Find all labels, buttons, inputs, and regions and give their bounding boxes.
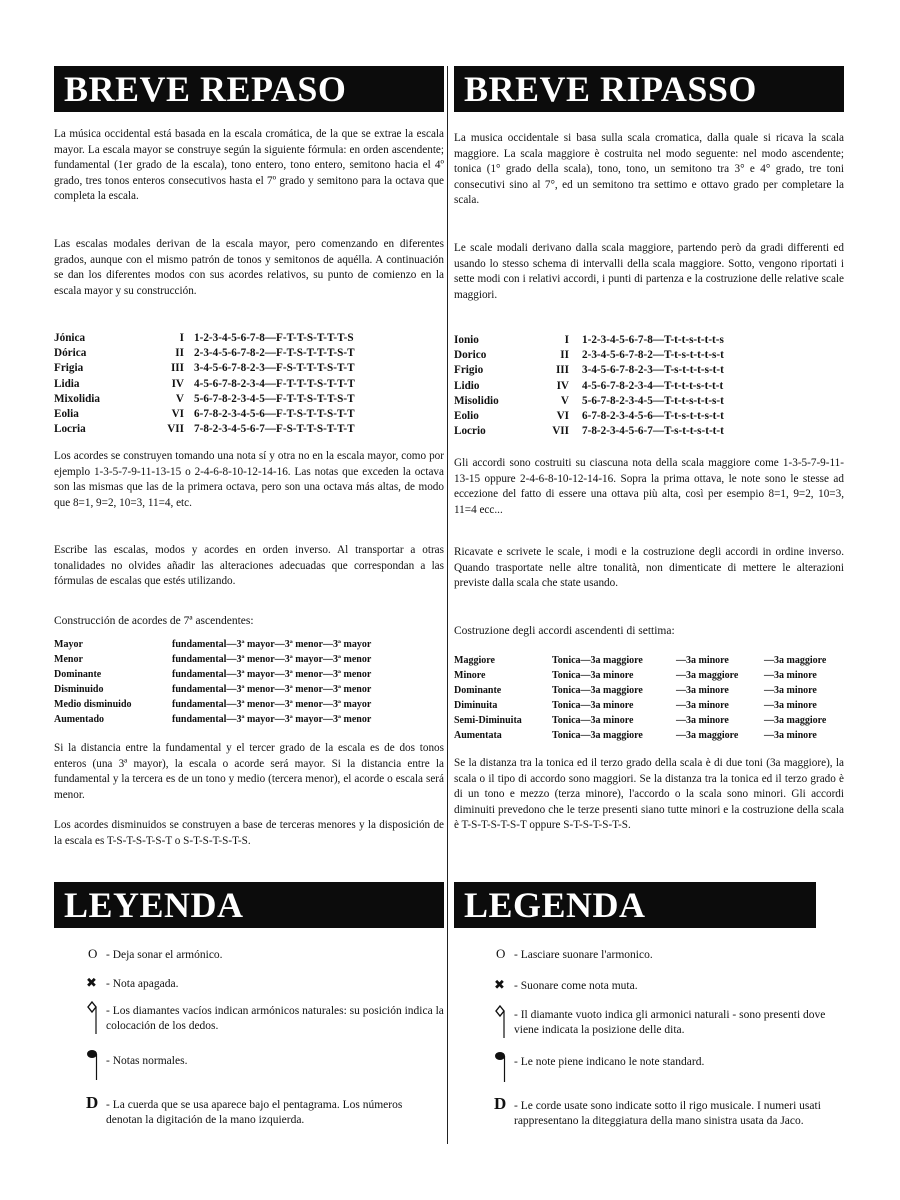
hollow-diamond-note-icon xyxy=(492,1004,508,1040)
string-letter-icon: D xyxy=(86,1093,99,1112)
paragraph-modal-scales: Las escalas modales derivan de la escala mayor, pero comenzando en diferentes grados, aunque con el mismo patrón de tonos y semitonos de aquélla. A continuación se dan los diferentes modos con sus acordes relativos, su punto de comienzo en la escala mayor y su construcción. xyxy=(54,238,444,297)
legend-item: - Le note piene indicano le note standard. xyxy=(514,1056,705,1068)
mode-row: Dorico II 2-3-4-5-6-7-8-2—T-t-s-t-t-t-s-t xyxy=(454,349,724,362)
filled-note-icon xyxy=(492,1048,508,1084)
chord-row: Mayor fundamental—3ª mayor—3ª menor—3ª mayor xyxy=(54,639,372,650)
chords-subtitle: Construcción de acordes de 7ª ascendentes: xyxy=(54,615,254,627)
mode-row: Eolia VI 6-7-8-2-3-4-5-6—F-T-S-T-T-S-T-T xyxy=(54,407,355,420)
paragraph-chords: Gli accordi sono costruiti su ciascuna nota della scala maggiore come 1-3-5-7-9-11-13-15 oppure 2-4-6-8-10-12-14-16. Sopra la prima ottava, le note sono le stesse ad eccezione del fatto di essere una ottava più alta, così per esempio 8=1, 9=2, 10=3, 11=4 ecc... xyxy=(454,457,844,516)
chord-row: Maggiore Tonica—3a maggiore —3a minore —3a maggiore xyxy=(454,655,827,666)
chord-row: Semi-Diminuita Tonica—3a minore —3a minore —3a maggiore xyxy=(454,715,827,726)
chords-table xyxy=(54,637,444,727)
mode-row: Jónica I 1-2-3-4-5-6-7-8—F-T-T-S-T-T-T-S xyxy=(54,332,354,344)
modes-table xyxy=(454,333,844,439)
legend-item: - Lasciare suonare l'armonico. xyxy=(514,949,653,961)
mode-row: Frigia III 3-4-5-6-7-8-2-3—F-S-T-T-T-S-T-T xyxy=(54,362,355,375)
chord-row: Medio disminuido fundamental—3ª menor—3ª menor—3ª mayor xyxy=(54,699,372,710)
paragraph-modal-scales: Le scale modali derivano dalla scala maggiore, partendo però da gradi differenti ed usando lo stesso schema di intervalli della scala maggiore. Sotto, vengono riportati i sette modi con i relativi accordi, i punti di partenza e la costruzione delle relative scale maggiori. xyxy=(454,242,844,301)
legend-item: - Deja sonar el armónico. xyxy=(106,949,223,961)
mode-row: Misolidio V 5-6-7-8-2-3-4-5—T-t-t-s-t-t-s-t xyxy=(454,394,724,407)
chord-row: Diminuita Tonica—3a minore —3a minore —3a minore xyxy=(454,700,817,711)
paragraph-chords: Los acordes se construyen tomando una nota sí y otra no en la escala mayor, como por ejemplo 1-3-5-7-9-11-13-15 o 2-4-6-8-10-12-14-16. Las notas que exceden la octava son las mismas que las de la primera octava, pero son una octava más altas, de modo que 8=1, 9=2, 10=3, 11=4, etc. xyxy=(54,450,444,509)
column-divider xyxy=(447,66,448,1144)
mode-row: Lidio IV 4-5-6-7-8-2-3-4—T-t-t-t-s-t-t-t xyxy=(454,379,724,392)
paragraph-transpose: Escribe las escalas, modos y acordes en orden inverso. Al transportar a otras tonalidades no olvides añadir las alteraciones adecuadas que correspondan a las fórmulas de escalas que estés utilizando. xyxy=(54,544,444,587)
paragraph-major-minor-diminished: Se la distanza tra la tonica ed il terzo grado della scala è di due toni (3a maggiore), la scala o il tipo di accordo sono maggiori. Se la distanza tra la tonica ed il terzo grado è di un tono e mezzo (terza minore), l'accordo o la scala sono minori. Gli accordi diminuiti prevedono che le terze presenti siano tutte minori e la costruzione della scala è T-S-T-S-T-S-T oppure S-T-S-T-S-T-S. xyxy=(454,757,844,831)
mode-row: Ionio I 1-2-3-4-5-6-7-8—T-t-t-s-t-t-t-s xyxy=(454,334,724,346)
paragraph-intro: La musica occidentale si basa sulla scala cromatica, dalla quale si ricava la scala maggiore. La scala maggiore è costruita nel modo seguente: nel modo ascendente; tonica (1° grado della scala), tono, tono, un semitono tra 3° e 4° grado, tre toni consecutivi sino al 7°, ed un semitono tra settimo e ottavo grado per completare la scala. xyxy=(454,132,844,206)
legend-item: - Le corde usate sono indicate sotto il rigo musicale. I numeri usati rappresentano la diteggiatura della mano sinistra usata da Jaco. xyxy=(514,1100,821,1127)
chord-row: Menor fundamental—3ª menor—3ª mayor—3ª menor xyxy=(54,654,372,665)
chord-row: Aumentata Tonica—3a maggiore —3a maggiore —3a minore xyxy=(454,730,817,741)
hollow-diamond-note-icon xyxy=(84,1000,100,1036)
mode-row: Locrio VII 7-8-2-3-4-5-6-7—T-s-t-t-s-t-t-t xyxy=(454,425,724,438)
chord-row: Minore Tonica—3a minore —3a maggiore —3a minore xyxy=(454,670,817,681)
section-title-leyenda: LEYENDA xyxy=(54,882,444,928)
chord-row: Dominante fundamental—3ª mayor—3ª menor—3ª menor xyxy=(54,669,372,680)
section-title-legenda: LEGENDA xyxy=(454,882,816,928)
legend-item: - La cuerda que se usa aparece bajo el pentagrama. Los números denotan la digitación de la mano izquierda. xyxy=(106,1099,403,1126)
string-letter-icon: D xyxy=(494,1094,507,1113)
mode-row: Frigio III 3-4-5-6-7-8-2-3—T-s-t-t-t-s-t-t xyxy=(454,364,724,377)
paragraph-major-minor: Si la distancia entre la fundamental y el tercer grado de la escala es de dos tonos enteros (una 3ª mayor), la escala o acorde será mayor. Si la distancia entre la fundamental y la tercera es de un tono y medio (tercera menor), el acorde o escala será menor. xyxy=(54,742,444,801)
paragraph-intro: La música occidental está basada en la escala cromática, de la que se extrae la escala mayor. La escala mayor se construye según la siguiente fórmula: en orden ascendente; fundamental (1er grado de la escala), tono entero, tono entero, semitono hacia el 4º grado, tres tonos enteros consecutivos hasta el 7º grado y semitono para la octava que completa la escala. xyxy=(54,128,444,202)
chords-table xyxy=(454,653,844,743)
legend-item: - Suonare come nota muta. xyxy=(514,980,638,992)
legend-item: - Nota apagada. xyxy=(106,978,179,990)
chord-row: Aumentado fundamental—3ª mayor—3ª mayor—3ª menor xyxy=(54,714,372,725)
filled-note-icon xyxy=(84,1046,100,1082)
section-title-breve-repaso: BREVE REPASO xyxy=(54,66,444,112)
mode-row: Eolio VI 6-7-8-2-3-4-5-6—T-t-s-t-t-s-t-t xyxy=(454,409,724,422)
mode-row: Mixolidia V 5-6-7-8-2-3-4-5—F-T-T-S-T-T-S-T xyxy=(54,392,355,405)
legend-item: - Il diamante vuoto indica gli armonici naturali - sono presenti dove viene indicata la posizione delle dita. xyxy=(514,1009,826,1036)
modes-table xyxy=(54,331,444,437)
chord-row: Disminuido fundamental—3ª menor—3ª menor—3ª menor xyxy=(54,684,372,695)
muted-x-icon: ✖ xyxy=(86,975,97,990)
muted-x-icon: ✖ xyxy=(494,977,505,992)
legend-item: - Los diamantes vacíos indican armónicos naturales: su posición indica la colocación de los dedos. xyxy=(106,1005,444,1032)
legend-item: - Notas normales. xyxy=(106,1055,188,1067)
mode-row: Locria VII 7-8-2-3-4-5-6-7—F-S-T-T-S-T-T-T xyxy=(54,423,355,436)
paragraph-diminished: Los acordes disminuidos se construyen a base de terceras menores y la disposición de la escala es T-S-T-S-T-S-T o S-T-S-T-S-T-S. xyxy=(54,819,444,847)
chords-subtitle: Costruzione degli accordi ascendenti di settima: xyxy=(454,625,675,637)
chord-row: Dominante Tonica—3a maggiore —3a minore —3a minore xyxy=(454,685,817,696)
mode-row: Lidia IV 4-5-6-7-8-2-3-4—F-T-T-T-S-T-T-T xyxy=(54,377,355,390)
open-circle-icon: O xyxy=(88,946,98,961)
mode-row: Dórica II 2-3-4-5-6-7-8-2—F-T-S-T-T-T-S-T xyxy=(54,347,355,360)
open-circle-icon: O xyxy=(496,946,506,961)
section-title-breve-ripasso: BREVE RIPASSO xyxy=(454,66,844,112)
paragraph-transpose: Ricavate e scrivete le scale, i modi e la costruzione degli accordi in ordine inverso. Quando trasportate nelle altre tonalità, non dimenticate di mettere le alterazioni previste dalla scala che state usando. xyxy=(454,546,844,589)
